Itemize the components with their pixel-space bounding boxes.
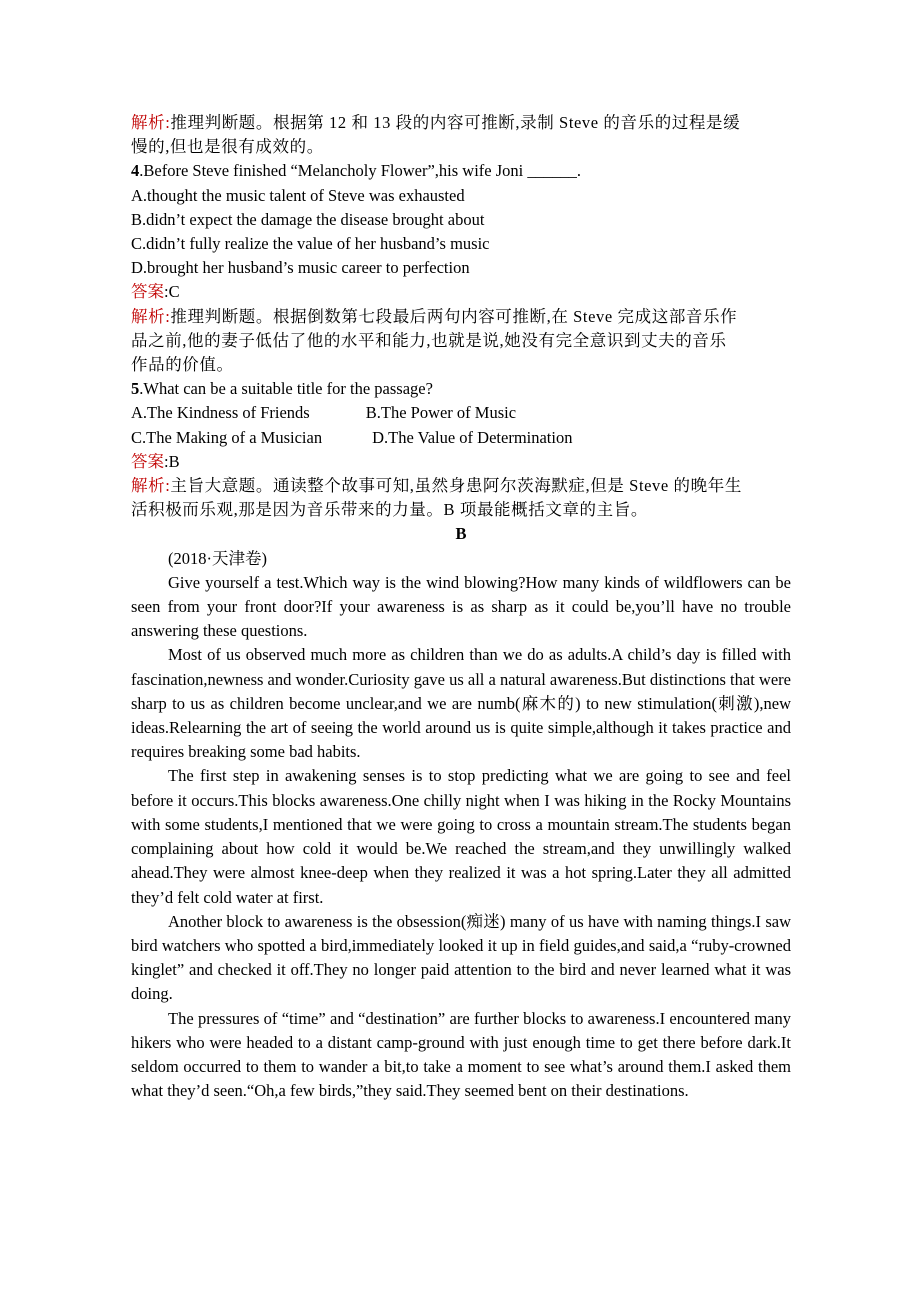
answer-colon: : [164, 451, 169, 471]
passage-paragraph-2: Most of us observed much more as children than we do as adults.A child’s day is filled with fascination,newness and wonder.Curiosity gave us all a natural awareness.But distinctions that were sharp to us as children become unclear,and we are numb(麻木的) to new stimulation(刺激),new ideas.Relearning the art of seeing the world around us is quite simple,although it takes practice and requires breaking some bad habits. [131, 645, 791, 762]
q4-stem-text: .Before Steve finished “Melancholy Flower”,his wife Joni ______. [139, 161, 581, 181]
q5-option-d: D.The Value of Determination [372, 427, 573, 447]
q4-stem [131, 159, 791, 183]
q4-option-d: D.brought her husband’s music career to perfection [131, 258, 470, 278]
q5-number: 5 [131, 379, 140, 399]
analysis-label: 解析 [131, 113, 166, 132]
q3-analysis-text: 慢的,但也是很有成效的。 [131, 137, 324, 157]
section-heading: B [455, 524, 467, 544]
analysis-label: 解析 [131, 306, 166, 326]
q5-analysis-text: 主旨大意题。通读整个故事可知,虽然身患阿尔茨海默症,但是 Steve 的晚年生 [170, 476, 742, 496]
answer-label: 答案 [131, 282, 164, 302]
q5-analysis-line [131, 474, 791, 498]
answer-label: 答案 [131, 451, 164, 471]
analysis-colon: : [165, 306, 171, 326]
q4-analysis-line: 作品的价值。 [131, 355, 234, 375]
analysis-colon: : [165, 476, 171, 496]
section-source: (2018·天津卷) [168, 548, 267, 568]
passage-paragraph-4: Another block to awareness is the obsession(痴迷) many of us have with naming things.I saw bird watchers who spotted a bird,immediately looked it up in field guides,and said,a “ruby-crowned kinglet” and checked it off.They no longer paid attention to the bird and never learned what it was doing. [131, 911, 791, 1004]
q5-stem [131, 377, 791, 401]
q4-analysis-line [131, 305, 791, 329]
q4-number: 4 [131, 161, 140, 181]
q3-analysis-line [131, 111, 791, 135]
passage-paragraph-1: Give yourself a test.Which way is the wind blowing?How many kinds of wildflowers can be seen from your front door?If your awareness is as sharp as it could be,you’ll have no trouble answering these questions. [131, 572, 791, 641]
q5-analysis-line: 活积极而乐观,那是因为音乐带来的力量。B 项最能概括文章的主旨。 [131, 500, 648, 520]
q5-option-a: A.The Kindness of Friends [131, 403, 310, 423]
document-page [131, 111, 791, 1103]
analysis-colon: : [165, 113, 171, 132]
q4-analysis-text: 推理判断题。根据倒数第七段最后两句内容可推断,在 Steve 完成这部音乐作 [170, 306, 738, 326]
q5-option-c: C.The Making of a Musician [131, 427, 323, 447]
q5-options-row-2 [131, 426, 791, 450]
q4-option-a: A.thought the music talent of Steve was exhausted [131, 185, 465, 205]
analysis-label: 解析 [131, 476, 166, 496]
passage-paragraph-5: The pressures of “time” and “destination” are further blocks to awareness.I encountered many hikers who were headed to a distant camp-ground with just enough time to get there before dark.It seldom occurred to them to wander a bit,to take a moment to see what’s around them.I asked them what they’d seen.“Oh,a few birds,”they said.They seemed bent on their destinations. [131, 1008, 791, 1101]
q5-answer [131, 450, 791, 474]
answer-colon: : [164, 282, 169, 302]
passage-paragraph-3: The first step in awakening senses is to stop predicting what we are going to see and feel before it occurs.This blocks awareness.One chilly night when I was hiking in the Rocky Mountains with some students,I mentioned that we were going to cross a mountain stream.The students began complaining about how cold it would be.We reached the stream,and they unwillingly walked ahead.They were almost knee-deep when they realized it was a hot spring.Later they all admitted they’d felt cold water at first. [131, 766, 791, 907]
q4-analysis-line: 品之前,他的妻子低估了他的水平和能力,也就是说,她没有完全意识到丈夫的音乐 [131, 330, 727, 350]
q4-answer-value: C [168, 282, 180, 302]
q3-analysis-text: 推理判断题。根据第 12 和 13 段的内容可推断,录制 Steve 的音乐的过程是缓 [170, 113, 741, 132]
q5-option-b: B.The Power of Music [365, 403, 517, 423]
q5-stem-text: .What can be a suitable title for the passage? [139, 379, 433, 399]
q4-option-c: C.didn’t fully realize the value of her husband’s music [131, 234, 490, 254]
q4-option-b: B.didn’t expect the damage the disease brought about [131, 209, 485, 229]
q3-analysis-line [131, 135, 791, 159]
q5-answer-value: B [168, 451, 180, 471]
q4-answer [131, 280, 791, 304]
q5-options-row-1 [131, 401, 791, 425]
